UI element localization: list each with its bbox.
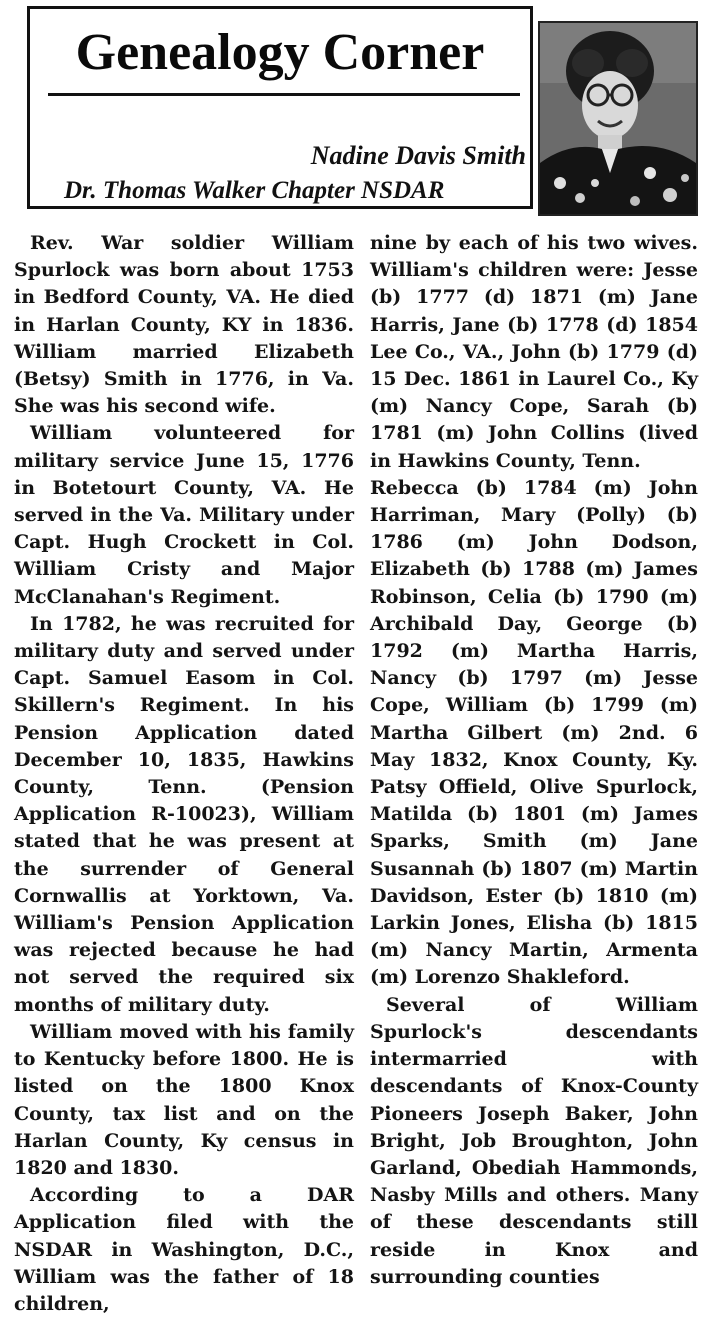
paragraph: According to a DAR Application filed with the NSDAR in Washington, D.C., William was the father of 18 children, [14, 1184, 354, 1315]
author-photo [538, 21, 698, 216]
column-header-box [27, 6, 533, 209]
paragraph: William moved with his family to Kentucky before 1800. He is listed on the 1800 Knox County, tax list and on the Harlan County, Ky census in 1820 and 1830. [14, 1020, 354, 1179]
chapter-name: Dr. Thomas Walker Chapter NSDAR [64, 177, 445, 204]
paragraph: Several of William Spurlock's descendants intermarried with descendants of Knox-County Pioneers Joseph Baker, John Bright, Job Broughton, John Garland, Obediah Hammonds, Nasby Mills and others. Many of these descendants still reside in Knox and surrounding counties [370, 993, 698, 1288]
article-right-column [370, 230, 698, 1291]
paragraph: Rebecca (b) 1784 (m) John Harriman, Mary (Polly) (b) 1786 (m) John Dodson, Elizabeth (b) 1788 (m) James Robinson, Celia (b) 1790 (m) Archibald Day, George (b) 1792 (m) Martha Harris, Nancy (b) 1797 (m) Jesse Cope, William (b) 1799 (m) Martha Gilbert (m) 2nd. 6 May 1832, Knox County, Ky. Patsy Offield, Olive Spurlock, Matilda (b) 1801 (m) James Sparks, Smith (m) Jane Susannah (b) 1807 (m) Martin Davidson, Ester (b) 1810 (m) Larkin Jones, Elisha (b) 1815 (m) Nancy Martin, Armenta (m) Lorenzo Shakleford. [370, 476, 698, 989]
paragraph: William volunteered for military service June 15, 1776 in Botetourt County, VA. He served in the Va. Military under Capt. Hugh Crockett in Col. William Cristy and Major McClanahan's Regiment. [14, 422, 354, 608]
title-rule [48, 93, 520, 96]
paragraph: In 1782, he was recruited for military duty and served under Capt. Samuel Easom in Col. Skillern's Regiment. In his Pension Application dated December 10, 1835, Hawkins County, Tenn. (Pension Application R-10023), William stated that he was present at the surrender of General Cornwallis at Yorktown, Va. William's Pension Application was rejected because he had not served the required six months of military duty. [14, 612, 354, 1016]
author-name: Nadine Davis Smith [310, 141, 526, 170]
paragraph: Rev. War soldier William Spurlock was born about 1753 in Bedford County, VA. He died in Harlan County, KY in 1836. William married Elizabeth (Betsy) Smith in 1776, in Va. She was his second wife. [14, 232, 354, 418]
author-portrait-image [540, 23, 696, 214]
column-title: Genealogy Corner [75, 24, 485, 81]
article-left-column [14, 230, 354, 1318]
paragraph: nine by each of his two wives. William's children were: Jesse (b) 1777 (d) 1871 (m) Jane Harris, Jane (b) 1778 (d) 1854 Lee Co., VA., John (b) 1779 (d) 15 Dec. 1861 in Laurel Co., Ky (m) Nancy Cope, Sarah (b) 1781 (m) John Collins (lived in Hawkins County, Tenn. [370, 232, 698, 472]
